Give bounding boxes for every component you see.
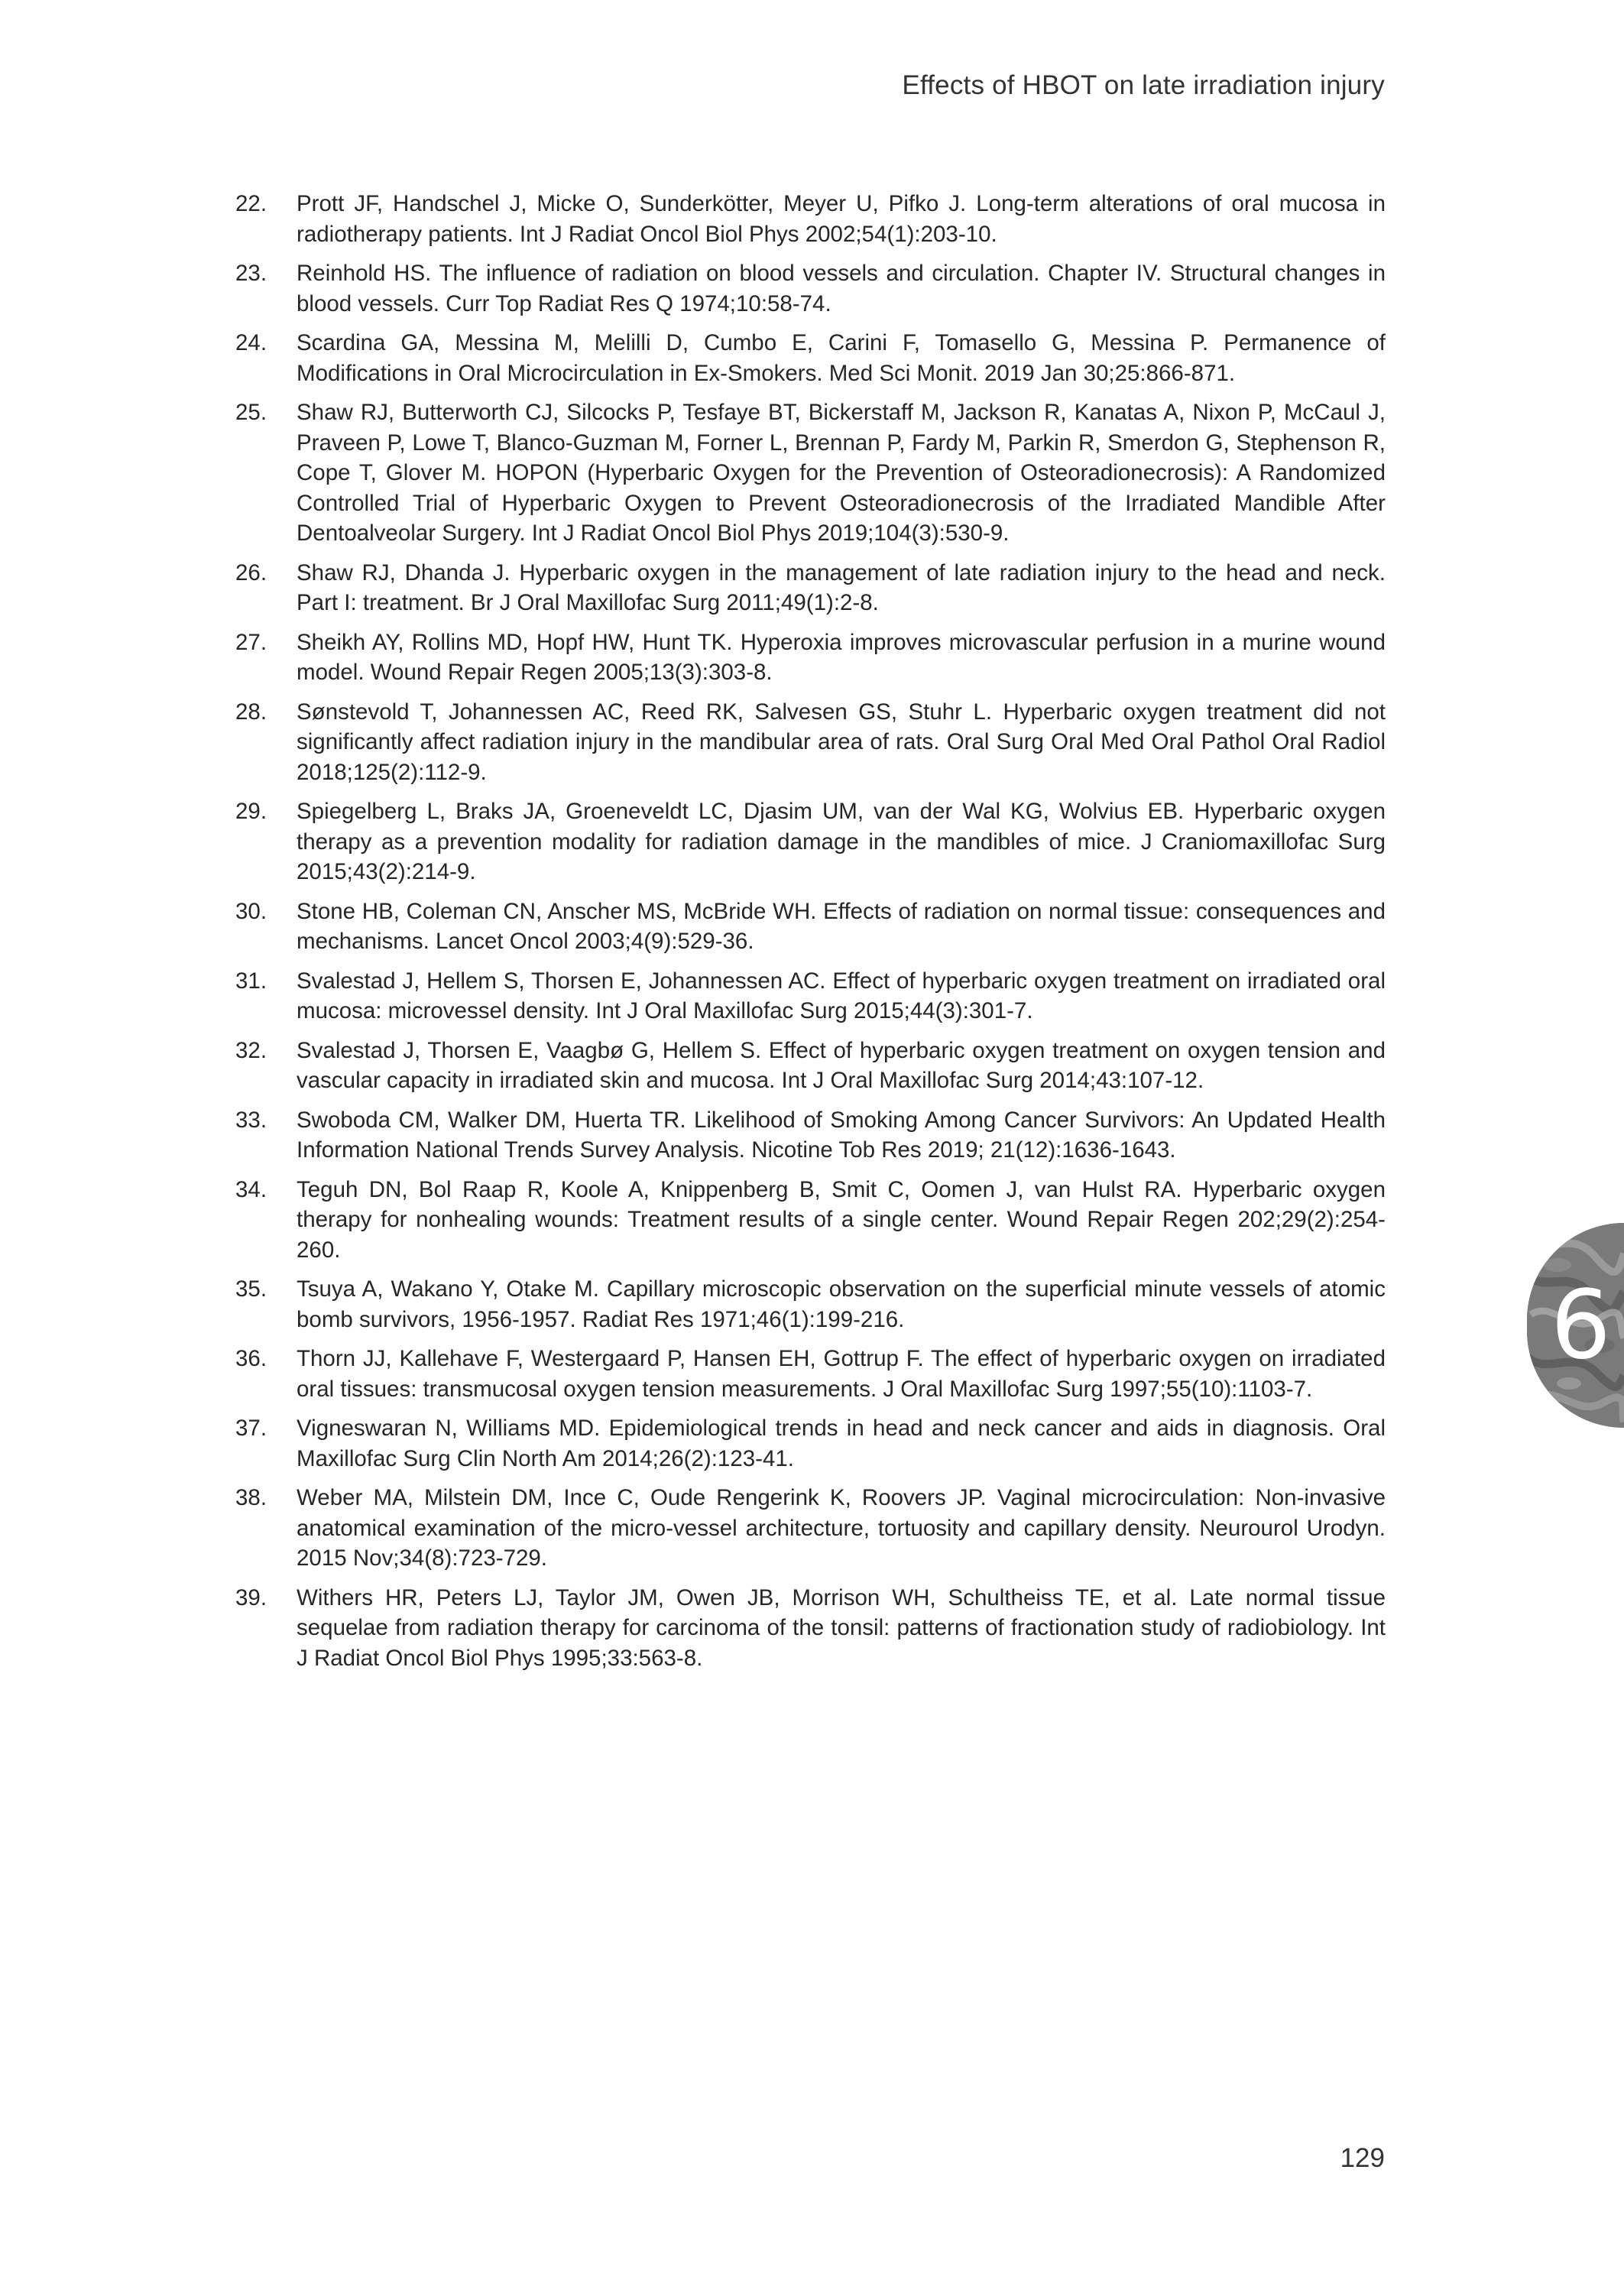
reference-number: 31. [235, 968, 267, 994]
reference-text: Svalestad J, Thorsen E, Vaagbø G, Hellem S. Effect of hyperbaric oxygen treatment on oxygen tension and vascular capacity in irradiated skin and mucosa. Int J Oral Maxillofac Surg 2014;43:107-12. [297, 1037, 1386, 1093]
reference-text: Scardina GA, Messina M, Melilli D, Cumbo E, Carini F, Tomasello G, Messina P. Permanence of Modifications in Oral Microcirculation in Ex-Smokers. Med Sci Monit. 2019 Jan 30;25:866-871. [297, 330, 1386, 386]
reference-item [235, 1413, 1386, 1474]
reference-number: 39. [235, 1584, 267, 1610]
reference-text: Weber MA, Milstein DM, Ince C, Oude Rengerink K, Roovers JP. Vaginal microcirculation: Non-invasive anatomical examination of the micro-vessel architecture, tortuosity and capillary density. Neurourol Urodyn. 2015 Nov;34(8):723-729. [297, 1485, 1386, 1571]
reference-number: 23. [235, 261, 267, 286]
reference-text: Sønstevold T, Johannessen AC, Reed RK, Salvesen GS, Stuhr L. Hyperbaric oxygen treatment did not significantly affect radiation injury in the mandibular area of rats. Oral Surg Oral Med Oral Pathol Oral Radiol 2018;125(2):112-9. [297, 699, 1386, 785]
reference-text: Prott JF, Handschel J, Micke O, Sunderkötter, Meyer U, Pifko J. Long-term alterations of oral mucosa in radiotherapy patients. Int J Radiat Oncol Biol Phys 2002;54(1):203-10. [297, 191, 1386, 247]
reference-item [235, 1483, 1386, 1574]
reference-number: 28. [235, 699, 267, 725]
reference-number: 25. [235, 400, 267, 425]
reference-number: 24. [235, 330, 267, 355]
reference-number: 30. [235, 898, 267, 924]
reference-number: 32. [235, 1037, 267, 1063]
reference-text: Shaw RJ, Butterworth CJ, Silcocks P, Tesfaye BT, Bickerstaff M, Jackson R, Kanatas A, Nixon P, McCaul J, Praveen P, Lowe T, Blanco-Guzman M, Forner L, Brennan P, Fardy M, Parkin R, Smerdon G, Stephenson R, Cope T, Glover M. HOPON (Hyperbaric Oxygen for the Prevention of Osteoradionecrosis): A Randomized Controlled Trial of Hyperbaric Oxygen to Prevent Osteoradionecrosis of the Irradiated Mandible After Dentoalveolar Surgery. Int J Radiat Oncol Biol Phys 2019;104(3):530-9. [297, 400, 1386, 546]
reference-text: Vigneswaran N, Williams MD. Epidemiological trends in head and neck cancer and aids in diagnosis. Oral Maxillofac Surg Clin North Am 2014;26(2):123-41. [297, 1416, 1386, 1471]
chapter-tab [1527, 1223, 1624, 1428]
reference-number: 38. [235, 1485, 267, 1510]
reference-text: Tsuya A, Wakano Y, Otake M. Capillary microscopic observation on the superficial minute vessels of atomic bomb survivors, 1956-1957. Radiat Res 1971;46(1):199-216. [297, 1276, 1386, 1332]
reference-item [235, 558, 1386, 618]
reference-number: 27. [235, 629, 267, 655]
reference-text: Teguh DN, Bol Raap R, Koole A, Knippenberg B, Smit C, Oomen J, van Hulst RA. Hyperbaric oxygen therapy for nonhealing wounds: Treatment results of a single center. Wound Repair Regen 202;29(2):254-260. [297, 1176, 1386, 1263]
reference-list [235, 189, 1386, 1682]
reference-item [235, 1105, 1386, 1166]
reference-item [235, 1036, 1386, 1096]
page-number: 129 [1340, 2143, 1385, 2173]
reference-item [235, 258, 1386, 319]
reference-text: Reinhold HS. The influence of radiation on blood vessels and circulation. Chapter IV. Structural changes in blood vessels. Curr Top Radiat Res Q 1974;10:58-74. [297, 261, 1386, 316]
reference-text: Withers HR, Peters LJ, Taylor JM, Owen JB, Morrison WH, Schultheiss TE, et al. Late normal tissue sequelae from radiation therapy for carcinoma of the tonsil: patterns of fractionation study of radiobiology. Int J Radiat Oncol Biol Phys 1995;33:563-8. [297, 1584, 1386, 1671]
reference-text: Swoboda CM, Walker DM, Huerta TR. Likelihood of Smoking Among Cancer Survivors: An Updated Health Information National Trends Survey Analysis. Nicotine Tob Res 2019; 21(12):1636-1643. [297, 1107, 1386, 1163]
reference-item [235, 1583, 1386, 1674]
reference-item [235, 397, 1386, 549]
reference-number: 34. [235, 1176, 267, 1202]
reference-number: 22. [235, 191, 267, 216]
reference-item [235, 697, 1386, 788]
reference-item [235, 966, 1386, 1026]
reference-text: Shaw RJ, Dhanda J. Hyperbaric oxygen in the management of late radiation injury to the head and neck. Part I: treatment. Br J Oral Maxillofac Surg 2011;49(1):2-8. [297, 559, 1386, 615]
reference-number: 26. [235, 559, 267, 585]
reference-number: 36. [235, 1346, 267, 1371]
reference-text: Sheikh AY, Rollins MD, Hopf HW, Hunt TK. Hyperoxia improves microvascular perfusion in a murine wound model. Wound Repair Regen 2005;13(3):303-8. [297, 629, 1386, 685]
reference-text: Spiegelberg L, Braks JA, Groeneveldt LC, Djasim UM, van der Wal KG, Wolvius EB. Hyperbaric oxygen therapy as a prevention modality for radiation damage in the mandibles of mice. J Craniomaxillofac Surg 2015;43(2):214-9. [297, 799, 1386, 884]
reference-number: 37. [235, 1416, 267, 1441]
reference-number: 33. [235, 1107, 267, 1133]
reference-item [235, 1344, 1386, 1404]
running-header: Effects of HBOT on late irradiation injury [902, 70, 1385, 100]
chapter-number: 6 [1551, 1270, 1611, 1380]
reference-text: Stone HB, Coleman CN, Anscher MS, McBride WH. Effects of radiation on normal tissue: consequences and mechanisms. Lancet Oncol 2003;4(9):529-36. [297, 898, 1386, 954]
reference-item [235, 897, 1386, 957]
reference-text: Svalestad J, Hellem S, Thorsen E, Johannessen AC. Effect of hyperbaric oxygen treatment on irradiated oral mucosa: microvessel density. Int J Oral Maxillofac Surg 2015;44(3):301-7. [297, 968, 1386, 1023]
reference-item [235, 796, 1386, 887]
reference-item [235, 628, 1386, 688]
reference-item [235, 1274, 1386, 1335]
reference-item [235, 1175, 1386, 1266]
reference-text: Thorn JJ, Kallehave F, Westergaard P, Hansen EH, Gottrup F. The effect of hyperbaric oxygen on irradiated oral tissues: transmucosal oxygen tension measurements. J Oral Maxillofac Surg 1997;55(10):1103-7. [297, 1346, 1386, 1402]
reference-number: 29. [235, 799, 267, 824]
reference-number: 35. [235, 1276, 267, 1302]
reference-item [235, 328, 1386, 388]
reference-item [235, 189, 1386, 249]
